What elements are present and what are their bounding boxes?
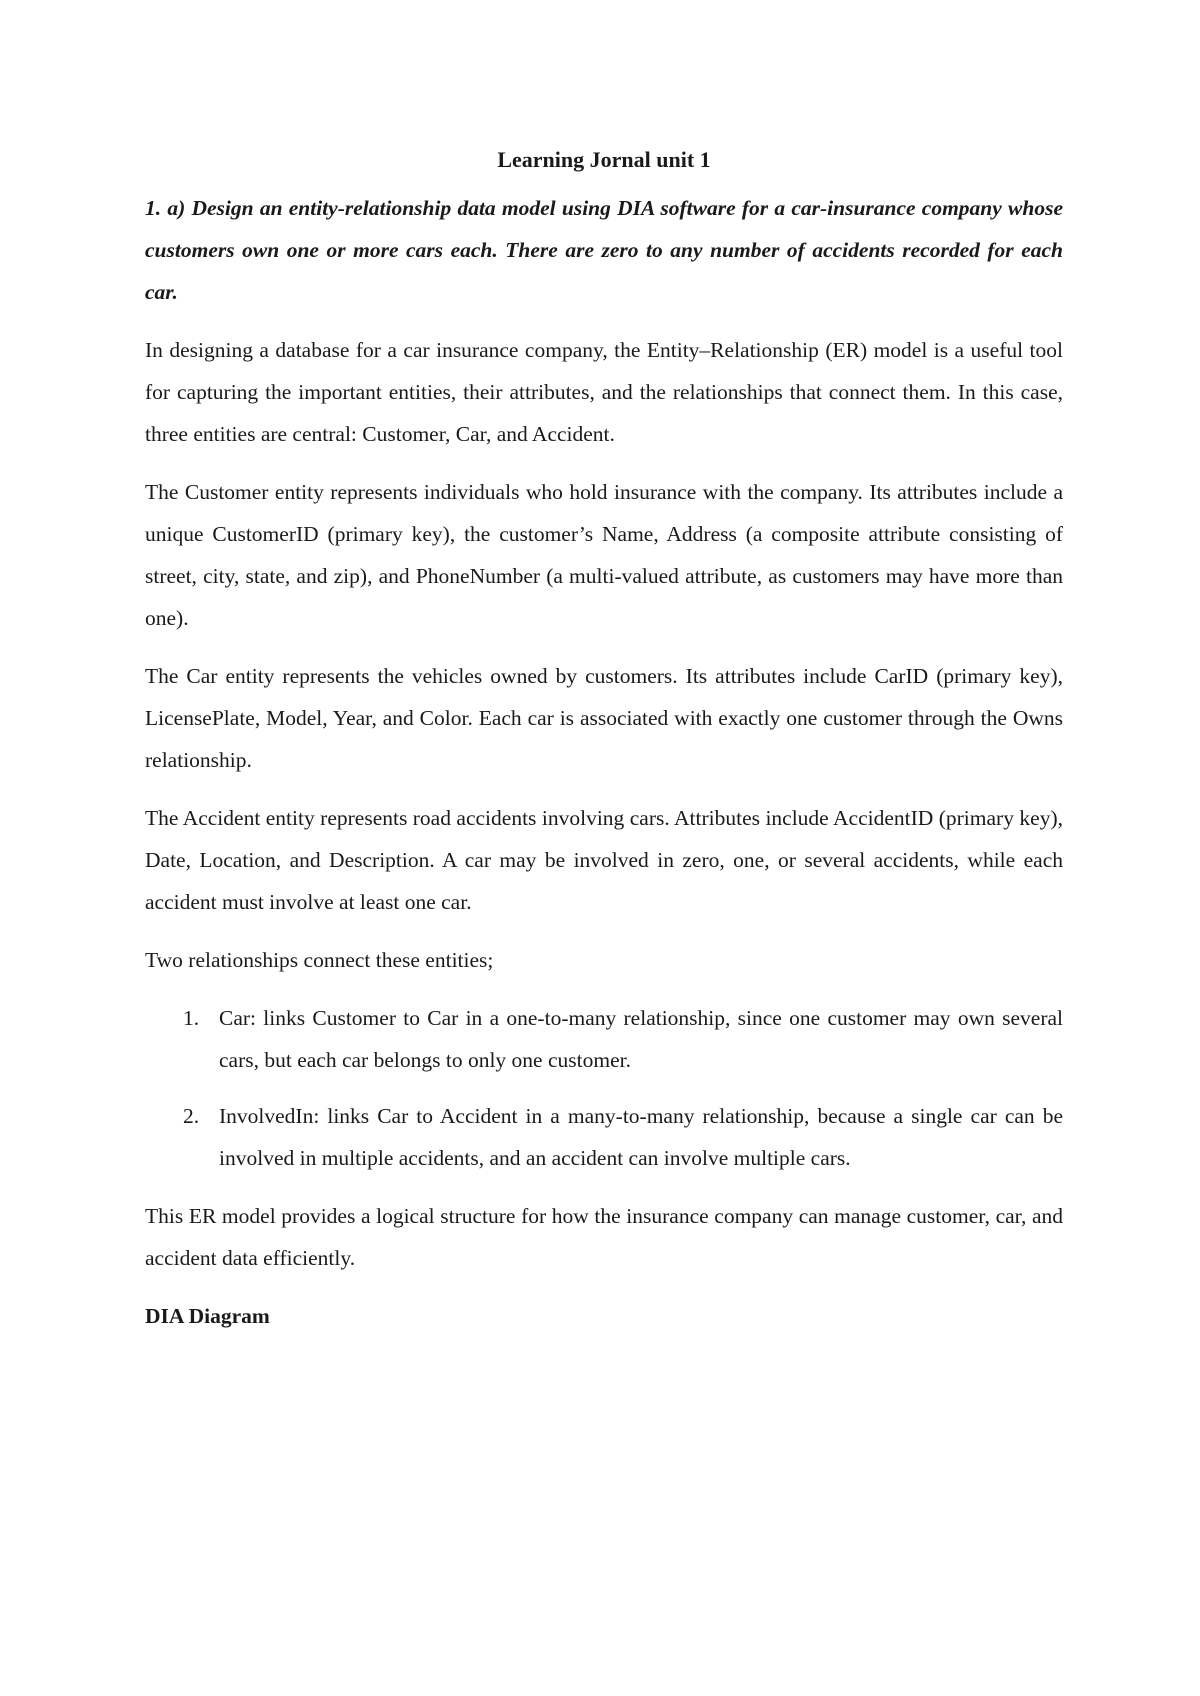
- list-item: [145, 1095, 1063, 1179]
- list-item-number: 1.: [183, 1006, 200, 1030]
- conclusion-paragraph: This ER model provides a logical structure for how the insurance company can manage customer, car, and accident data efficiently.: [145, 1204, 1063, 1270]
- dia-diagram-heading: DIA Diagram: [145, 1304, 270, 1328]
- document-title: Learning Jornal unit 1: [497, 147, 711, 172]
- car-entity-paragraph: The Car entity represents the vehicles owned by customers. Its attributes include CarID (primary key), LicensePlate, Model, Year, and Color. Each car is associated with exactly one customer through the Owns relationship.: [145, 664, 1063, 772]
- intro-paragraph: In designing a database for a car insurance company, the Entity–Relationship (ER) model is a useful tool for capturing the important entities, their attributes, and the relationships that connect them. In this case, three entities are central: Customer, Car, and Accident.: [145, 338, 1063, 446]
- list-item-number: 2.: [183, 1104, 200, 1128]
- question-prompt: 1. a) Design an entity-relationship data model using DIA software for a car-insurance company whose customers own one or more cars each. There are zero to any number of accidents recorded for each car.: [145, 196, 1063, 304]
- list-item-text: Car: links Customer to Car in a one-to-many relationship, since one customer may own several cars, but each car belongs to only one customer.: [219, 1006, 1063, 1072]
- relationships-list: [145, 997, 1063, 1179]
- relationships-intro-paragraph: Two relationships connect these entities;: [145, 948, 494, 972]
- customer-entity-paragraph: The Customer entity represents individuals who hold insurance with the company. Its attributes include a unique CustomerID (primary key), the customer’s Name, Address (a composite attribute consisting of street, city, state, and zip), and PhoneNumber (a multi-valued attribute, as customers may have more than one).: [145, 480, 1063, 630]
- list-item: [145, 997, 1063, 1081]
- accident-entity-paragraph: The Accident entity represents road accidents involving cars. Attributes include AccidentID (primary key), Date, Location, and Description. A car may be involved in zero, one, or several accidents, while each accident must involve at least one car.: [145, 806, 1063, 914]
- list-item-text: InvolvedIn: links Car to Accident in a many-to-many relationship, because a single car can be involved in multiple accidents, and an accident can involve multiple cars.: [219, 1104, 1063, 1170]
- document-body: [145, 145, 1063, 1337]
